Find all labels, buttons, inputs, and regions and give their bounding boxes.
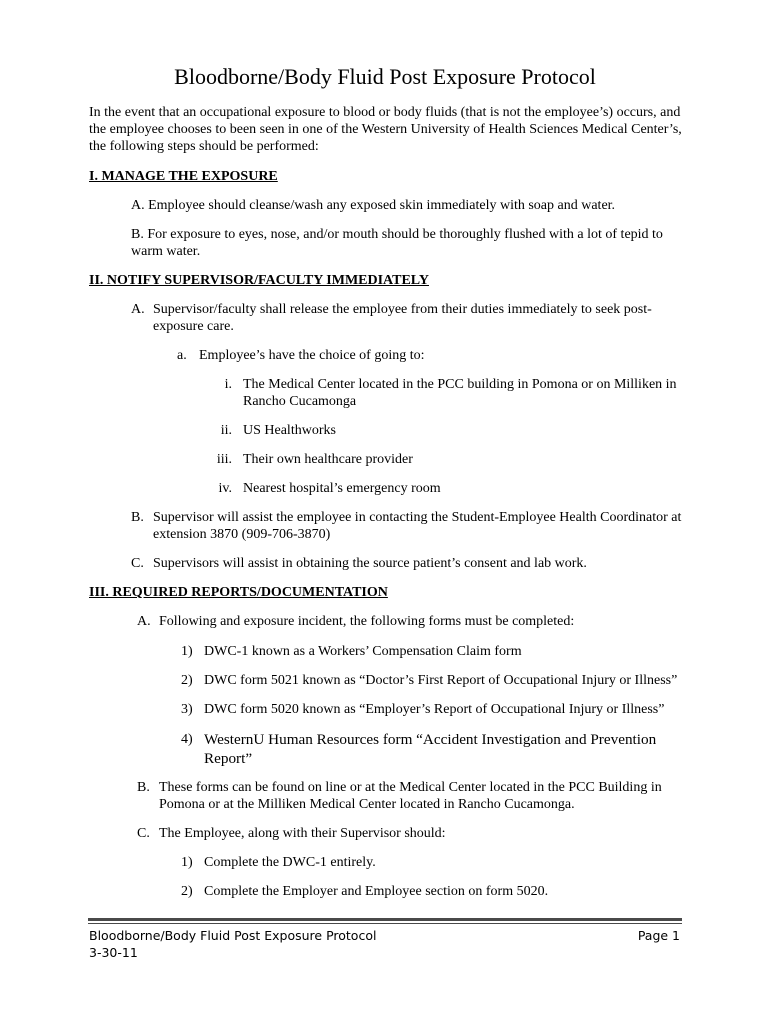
list-item: Employee’s have the choice of going to: (199, 348, 425, 363)
list-item: DWC form 5021 known as “Doctor’s First Report of Occupational Injury or Illness” (204, 673, 678, 688)
list-item-continuation: Pomona or at the Milliken Medical Center located in Rancho Cucamonga. (159, 797, 575, 812)
list-item: Supervisor/faculty shall release the employee from their duties immediately to seek post- (153, 302, 652, 317)
list-marker: B. (137, 780, 150, 795)
list-item-continuation: exposure care. (153, 319, 234, 334)
footer-title: Bloodborne/Body Fluid Post Exposure Protocol (89, 928, 377, 943)
list-marker: 4) (181, 732, 193, 747)
list-marker: 1) (181, 644, 193, 659)
footer-divider (88, 918, 682, 921)
footer-date: 3-30-11 (89, 945, 138, 960)
list-marker: A. (131, 302, 145, 317)
list-item: These forms can be found on line or at the Medical Center located in the PCC Building in (159, 780, 662, 795)
list-item: Complete the DWC-1 entirely. (204, 855, 376, 870)
list-item: The Employee, along with their Supervisor should: (159, 826, 446, 841)
list-item-continuation: Rancho Cucamonga (243, 394, 357, 409)
list-item: WesternU Human Resources form “Accident Investigation and Prevention (204, 731, 657, 748)
list-marker: B. (131, 510, 144, 525)
list-marker: iv. (218, 481, 232, 496)
list-item: DWC form 5020 known as “Employer’s Report of Occupational Injury or Illness” (204, 702, 665, 717)
list-marker: 1) (181, 855, 193, 870)
list-marker: a. (177, 348, 187, 363)
intro-line: the following steps should be performed: (89, 139, 319, 154)
list-marker: 2) (181, 673, 193, 688)
list-item: Supervisor will assist the employee in contacting the Student-Employee Health Coordinator at (153, 510, 682, 525)
section-heading-notify-supervisor: II. NOTIFY SUPERVISOR/FACULTY IMMEDIATELY (89, 273, 429, 288)
document-title: Bloodborne/Body Fluid Post Exposure Protocol (174, 64, 596, 89)
intro-line: In the event that an occupational exposure to blood or body fluids (that is not the employee’s) occurs, and (89, 105, 681, 120)
list-marker: 3) (181, 702, 193, 717)
list-marker: i. (224, 377, 232, 392)
list-item-continuation: Report” (204, 750, 253, 767)
section-heading-required-reports: III. REQUIRED REPORTS/DOCUMENTATION (89, 585, 388, 600)
list-marker: 2) (181, 884, 193, 899)
list-item: DWC-1 known as a Workers’ Compensation Claim form (204, 644, 522, 659)
list-item: Complete the Employer and Employee section on form 5020. (204, 884, 549, 899)
list-marker: C. (137, 826, 150, 841)
list-item: US Healthworks (243, 423, 336, 438)
list-item-continuation: extension 3870 (909-706-3870) (153, 527, 331, 542)
list-marker: A. (137, 614, 151, 629)
list-item: Following and exposure incident, the following forms must be completed: (159, 614, 575, 629)
footer-divider-thin (88, 923, 682, 924)
list-item: The Medical Center located in the PCC building in Pomona or on Milliken in (243, 377, 677, 392)
list-item: B. For exposure to eyes, nose, and/or mouth should be thoroughly flushed with a lot of tepid to (131, 227, 663, 242)
footer-page-number: Page 1 (637, 928, 680, 943)
list-item: A. Employee should cleanse/wash any exposed skin immediately with soap and water. (131, 198, 616, 213)
intro-line: the employee chooses to been seen in one of the Western University of Health Sciences Medical Center’s, (89, 122, 682, 137)
list-item-continuation: warm water. (131, 244, 201, 259)
section-heading-manage-exposure: I. MANAGE THE EXPOSURE (89, 169, 278, 184)
list-item: Their own healthcare provider (243, 452, 413, 467)
list-item: Supervisors will assist in obtaining the source patient’s consent and lab work. (153, 556, 587, 571)
list-marker: iii. (216, 452, 232, 467)
list-marker: C. (131, 556, 144, 571)
list-marker: ii. (220, 423, 232, 438)
list-item: Nearest hospital’s emergency room (243, 481, 441, 496)
